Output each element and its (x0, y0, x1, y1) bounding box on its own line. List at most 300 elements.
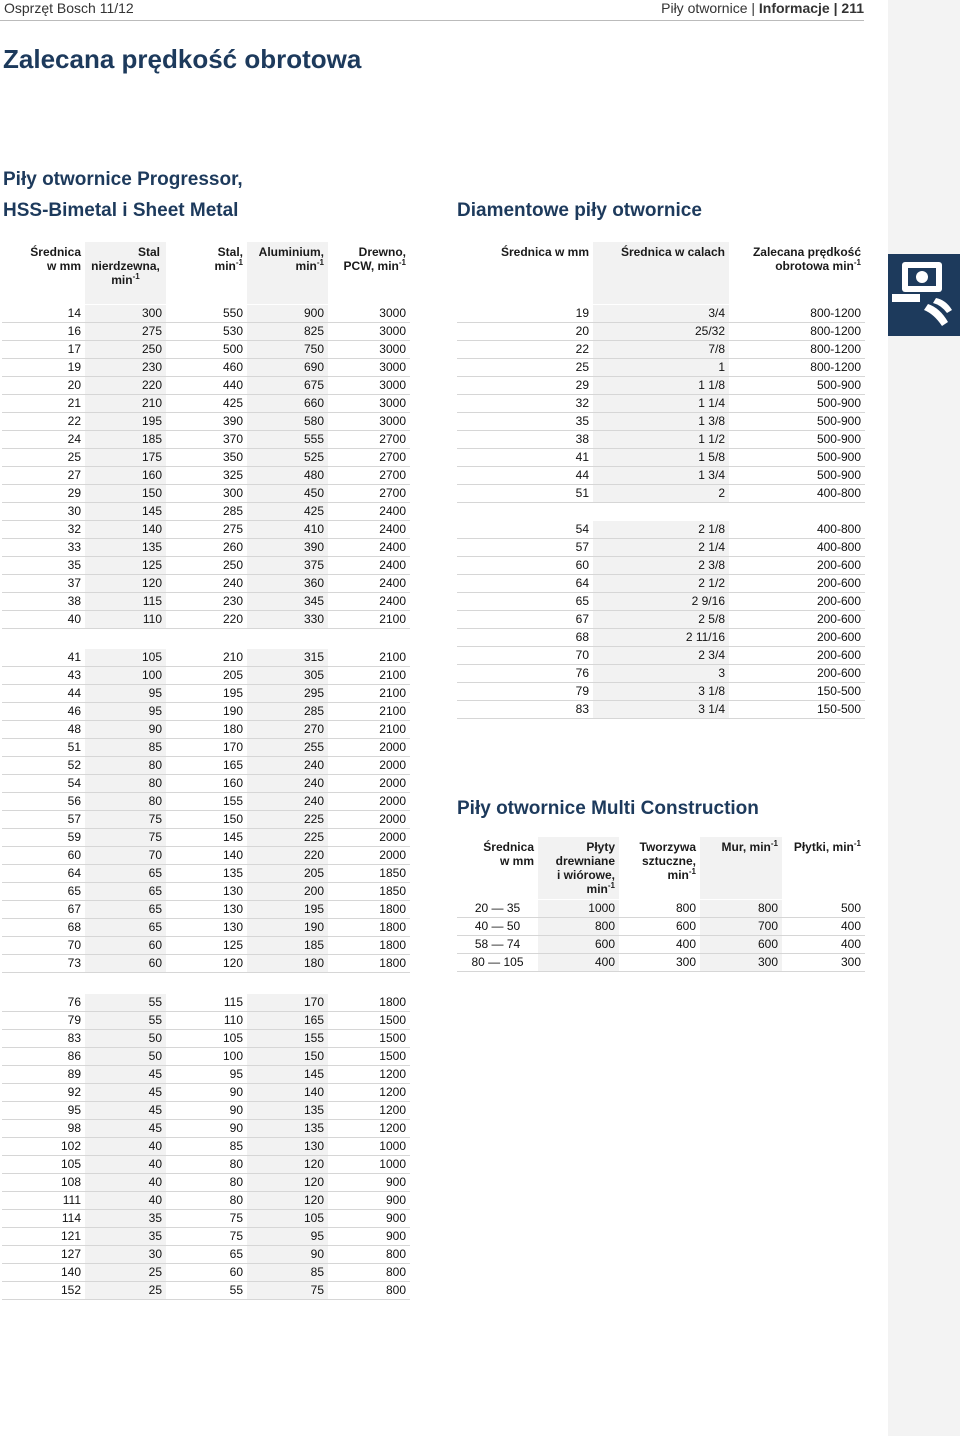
table-cell: 2000 (328, 793, 410, 811)
table-row (2, 341, 410, 359)
table-cell: 250 (85, 341, 166, 359)
table-cell: 114 (2, 1210, 85, 1228)
table-cell: 205 (247, 865, 328, 883)
table-cell: 190 (166, 703, 247, 721)
table-cell: 60 (457, 557, 593, 575)
table-cell: 2400 (328, 521, 410, 539)
table-row (457, 467, 865, 485)
table-cell: 65 (166, 1246, 247, 1264)
table-cell: 56 (2, 793, 85, 811)
table-cell: 90 (166, 1120, 247, 1138)
table-cell: 400 (619, 936, 700, 954)
table-cell: 58 — 74 (457, 936, 538, 954)
table-row (457, 575, 865, 593)
table-cell: 3000 (328, 305, 410, 323)
table-row (2, 521, 410, 539)
table-cell: 800 (328, 1246, 410, 1264)
table-cell: 2700 (328, 467, 410, 485)
table-cell: 200-600 (729, 647, 865, 665)
table-cell: 200-600 (729, 629, 865, 647)
table-row (457, 918, 865, 936)
table-row (2, 1264, 410, 1282)
col-line: PCW, min (343, 259, 399, 273)
table-cell: 2700 (328, 431, 410, 449)
table-cell: 230 (85, 359, 166, 377)
table-row (2, 575, 410, 593)
table-cell: 2 1/4 (593, 539, 729, 557)
multi-col-diameter (457, 837, 538, 899)
table-cell: 190 (247, 919, 328, 937)
table-cell: 300 (166, 485, 247, 503)
table-cell: 55 (85, 994, 166, 1012)
table-cell: 29 (2, 485, 85, 503)
table-cell: 900 (328, 1210, 410, 1228)
col-line: obrotowa min (775, 259, 854, 273)
table-cell: 95 (85, 685, 166, 703)
table-cell: 130 (247, 1138, 328, 1156)
table-cell: 275 (166, 521, 247, 539)
table-row (2, 721, 410, 739)
table-row (2, 1210, 410, 1228)
table-cell: 75 (166, 1228, 247, 1246)
table-cell: 900 (247, 305, 328, 323)
table-cell: 1800 (328, 901, 410, 919)
table-row (457, 647, 865, 665)
table-cell: 155 (166, 793, 247, 811)
table-row (2, 955, 410, 973)
table-cell: 54 (457, 521, 593, 539)
table-cell: 1500 (328, 1048, 410, 1066)
table-cell: 175 (85, 449, 166, 467)
table-cell: 85 (166, 1138, 247, 1156)
table-cell: 76 (2, 994, 85, 1012)
table-cell: 80 (85, 757, 166, 775)
table-cell: 1200 (328, 1102, 410, 1120)
table-cell: 200 (247, 883, 328, 901)
table-cell: 20 — 35 (457, 900, 538, 918)
table-row (457, 323, 865, 341)
table-cell: 35 (457, 413, 593, 431)
table-cell: 1850 (328, 883, 410, 901)
table-cell: 80 (166, 1174, 247, 1192)
table-cell: 75 (85, 829, 166, 847)
table-cell: 2400 (328, 557, 410, 575)
table-cell: 440 (166, 377, 247, 395)
table-cell: 38 (457, 431, 593, 449)
table-cell: 25 (2, 449, 85, 467)
table-cell: 120 (247, 1156, 328, 1174)
table-row (2, 467, 410, 485)
table-cell: 2400 (328, 575, 410, 593)
col-line: Tworzywa (639, 840, 696, 854)
multi-col-tiles (782, 837, 865, 899)
table-cell: 45 (85, 1102, 166, 1120)
table-cell: 67 (2, 901, 85, 919)
table-cell: 48 (2, 721, 85, 739)
table-row (457, 900, 865, 918)
table-cell: 45 (85, 1066, 166, 1084)
table-cell: 195 (166, 685, 247, 703)
table-cell: 140 (2, 1264, 85, 1282)
table-row (457, 936, 865, 954)
table-cell: 1800 (328, 994, 410, 1012)
table-cell: 102 (2, 1138, 85, 1156)
col-line: Płyty (586, 840, 615, 854)
table-cell: 210 (166, 649, 247, 667)
table-cell: 35 (2, 557, 85, 575)
table-cell: 180 (247, 955, 328, 973)
table-cell: 16 (2, 323, 85, 341)
table-cell: 330 (247, 611, 328, 629)
table-cell: 65 (85, 883, 166, 901)
table-row (457, 377, 865, 395)
side-strip (888, 0, 960, 1436)
table-cell: 2000 (328, 775, 410, 793)
table-cell: 300 (700, 954, 782, 972)
table-row (2, 1192, 410, 1210)
table-cell: 79 (2, 1012, 85, 1030)
table-row (2, 667, 410, 685)
table-cell: 60 (85, 937, 166, 955)
table-cell: 800-1200 (729, 323, 865, 341)
table-cell: 68 (2, 919, 85, 937)
table-cell: 140 (166, 847, 247, 865)
table-cell: 600 (700, 936, 782, 954)
table-cell: 60 (85, 955, 166, 973)
col-line: Aluminium, (258, 245, 324, 259)
table-cell: 70 (457, 647, 593, 665)
col-sup: -1 (688, 867, 696, 876)
diamond-table-1 (457, 305, 865, 503)
table-cell: 95 (85, 703, 166, 721)
table-row (457, 683, 865, 701)
table-cell: 1000 (328, 1156, 410, 1174)
table-cell: 55 (166, 1282, 247, 1300)
table-cell: 130 (166, 919, 247, 937)
table-cell: 40 — 50 (457, 918, 538, 936)
multi-col-plastic (619, 837, 700, 899)
table-cell: 2100 (328, 721, 410, 739)
table-cell: 480 (247, 467, 328, 485)
table-cell: 20 (2, 377, 85, 395)
table-cell: 125 (85, 557, 166, 575)
table-cell: 108 (2, 1174, 85, 1192)
table-cell: 1800 (328, 955, 410, 973)
table-cell: 120 (166, 955, 247, 973)
table-cell: 200-600 (729, 575, 865, 593)
table-row (2, 1246, 410, 1264)
progressor-header (2, 242, 410, 304)
multi-title: Piły otwornice Multi Construction (457, 798, 759, 819)
progressor-col-stainless (85, 242, 166, 304)
table-cell: 250 (166, 557, 247, 575)
table-cell: 2100 (328, 703, 410, 721)
table-cell: 1 3/8 (593, 413, 729, 431)
table-cell: 285 (166, 503, 247, 521)
table-cell: 225 (247, 829, 328, 847)
table-cell: 700 (700, 918, 782, 936)
table-cell: 67 (457, 611, 593, 629)
table-cell: 130 (166, 883, 247, 901)
table-cell: 98 (2, 1120, 85, 1138)
table-cell: 2000 (328, 847, 410, 865)
table-cell: 2400 (328, 503, 410, 521)
table-cell: 2 5/8 (593, 611, 729, 629)
table-cell: 390 (247, 539, 328, 557)
header-section: Piły otwornice | (661, 0, 759, 16)
table-cell: 150 (247, 1048, 328, 1066)
table-cell: 2000 (328, 811, 410, 829)
table-row (457, 341, 865, 359)
col-line: sztuczne, (641, 854, 696, 868)
progressor-col-wood (328, 242, 410, 304)
table-cell: 73 (2, 955, 85, 973)
table-row (2, 431, 410, 449)
diamond-col-speed (729, 242, 865, 304)
table-row (2, 1120, 410, 1138)
table-cell: 110 (85, 611, 166, 629)
table-cell: 180 (166, 721, 247, 739)
table-row (2, 557, 410, 575)
table-cell: 255 (247, 739, 328, 757)
table-cell: 83 (457, 701, 593, 719)
table-cell: 3000 (328, 413, 410, 431)
table-cell: 550 (166, 305, 247, 323)
col-line: nierdzewna, (91, 259, 160, 273)
table-cell: 800-1200 (729, 305, 865, 323)
table-row (2, 649, 410, 667)
table-row (457, 954, 865, 972)
table-row (457, 539, 865, 557)
table-cell: 3 1/8 (593, 683, 729, 701)
table-cell: 130 (166, 901, 247, 919)
table-cell: 270 (247, 721, 328, 739)
table-cell: 2 11/16 (593, 629, 729, 647)
table-row (2, 1228, 410, 1246)
table-cell: 390 (166, 413, 247, 431)
table-cell: 135 (166, 865, 247, 883)
col-line: Mur, min (721, 840, 771, 854)
table-cell: 2 1/8 (593, 521, 729, 539)
table-cell: 22 (2, 413, 85, 431)
table-cell: 75 (247, 1282, 328, 1300)
table-cell: 33 (2, 539, 85, 557)
table-row (2, 377, 410, 395)
table-cell: 90 (166, 1084, 247, 1102)
table-cell: 1 1/8 (593, 377, 729, 395)
table-cell: 160 (166, 775, 247, 793)
table-cell: 460 (166, 359, 247, 377)
table-cell: 2100 (328, 667, 410, 685)
table-cell: 170 (247, 994, 328, 1012)
table-cell: 2 (593, 485, 729, 503)
table-cell: 70 (85, 847, 166, 865)
table-row (457, 485, 865, 503)
table-cell: 90 (166, 1102, 247, 1120)
table-cell: 2700 (328, 485, 410, 503)
table-row (2, 1138, 410, 1156)
table-cell: 140 (85, 521, 166, 539)
table-cell: 65 (2, 883, 85, 901)
table-cell: 2000 (328, 829, 410, 847)
progressor-col-diameter (2, 242, 85, 304)
table-cell: 145 (247, 1066, 328, 1084)
table-cell: 530 (166, 323, 247, 341)
table-cell: 64 (2, 865, 85, 883)
table-cell: 1500 (328, 1030, 410, 1048)
table-cell: 44 (2, 685, 85, 703)
table-cell: 275 (85, 323, 166, 341)
table-cell: 135 (247, 1102, 328, 1120)
table-cell: 120 (247, 1192, 328, 1210)
table-row (2, 883, 410, 901)
table-row (2, 1156, 410, 1174)
diamond-header (457, 242, 865, 304)
col-line: Stal, (217, 245, 243, 259)
table-cell: 500-900 (729, 467, 865, 485)
table-cell: 220 (85, 377, 166, 395)
table-cell: 900 (328, 1228, 410, 1246)
table-cell: 305 (247, 667, 328, 685)
table-cell: 76 (457, 665, 593, 683)
table-cell: 525 (247, 449, 328, 467)
table-cell: 150-500 (729, 683, 865, 701)
table-row (2, 901, 410, 919)
table-cell: 40 (85, 1174, 166, 1192)
table-cell: 400-800 (729, 521, 865, 539)
progressor-title-line2: HSS-Bimetal i Sheet Metal (3, 200, 239, 221)
table-cell: 1 5/8 (593, 449, 729, 467)
table-row (2, 829, 410, 847)
table-row (2, 937, 410, 955)
table-cell: 350 (166, 449, 247, 467)
table-cell: 65 (85, 919, 166, 937)
table-cell: 90 (85, 721, 166, 739)
progressor-table-1 (2, 305, 410, 629)
col-line: Drewno, (358, 245, 406, 259)
table-cell: 19 (457, 305, 593, 323)
table-cell: 500-900 (729, 413, 865, 431)
table-cell: 580 (247, 413, 328, 431)
header-left: Osprzęt Bosch 11/12 (4, 0, 134, 16)
table-cell: 115 (85, 593, 166, 611)
progressor-title-line1: Piły otwornice Progressor, (3, 169, 243, 190)
table-cell: 135 (85, 539, 166, 557)
table-row (457, 629, 865, 647)
table-row (2, 919, 410, 937)
table-cell: 80 (166, 1156, 247, 1174)
table-cell: 800 (619, 900, 700, 918)
table-cell: 2 9/16 (593, 593, 729, 611)
table-cell: 35 (85, 1210, 166, 1228)
table-cell: 1850 (328, 865, 410, 883)
table-cell: 800 (700, 900, 782, 918)
table-cell: 40 (85, 1138, 166, 1156)
table-cell: 51 (2, 739, 85, 757)
col-sup: -1 (235, 258, 243, 267)
table-row (2, 413, 410, 431)
table-cell: 45 (85, 1120, 166, 1138)
table-cell: 1000 (538, 900, 619, 918)
table-row (2, 323, 410, 341)
table-cell: 360 (247, 575, 328, 593)
table-cell: 400-800 (729, 539, 865, 557)
table-cell: 400 (782, 936, 865, 954)
table-row (457, 449, 865, 467)
table-cell: 500-900 (729, 377, 865, 395)
table-cell: 220 (247, 847, 328, 865)
table-cell: 7/8 (593, 341, 729, 359)
table-row (457, 611, 865, 629)
table-cell: 95 (247, 1228, 328, 1246)
table-cell: 170 (166, 739, 247, 757)
table-cell: 65 (85, 901, 166, 919)
table-cell: 500 (166, 341, 247, 359)
table-row (2, 539, 410, 557)
table-cell: 50 (85, 1030, 166, 1048)
table-cell: 240 (247, 793, 328, 811)
table-cell: 3 1/4 (593, 701, 729, 719)
col-line: Stal (137, 245, 160, 259)
table-cell: 345 (247, 593, 328, 611)
table-cell: 160 (85, 467, 166, 485)
table-cell: 260 (166, 539, 247, 557)
table-cell: 30 (2, 503, 85, 521)
table-cell: 68 (457, 629, 593, 647)
table-row (2, 1282, 410, 1300)
col-sup: -1 (853, 839, 861, 848)
table-cell: 80 (85, 793, 166, 811)
table-cell: 600 (619, 918, 700, 936)
running-header (0, 0, 960, 18)
table-cell: 100 (166, 1048, 247, 1066)
table-cell: 90 (247, 1246, 328, 1264)
table-cell: 85 (247, 1264, 328, 1282)
table-row (2, 757, 410, 775)
table-cell: 555 (247, 431, 328, 449)
table-cell: 105 (85, 649, 166, 667)
table-cell: 111 (2, 1192, 85, 1210)
table-cell: 220 (166, 611, 247, 629)
table-cell: 500-900 (729, 431, 865, 449)
table-cell: 240 (166, 575, 247, 593)
table-cell: 85 (85, 739, 166, 757)
table-cell: 110 (166, 1012, 247, 1030)
table-cell: 200-600 (729, 665, 865, 683)
table-cell: 400 (782, 918, 865, 936)
table-cell: 127 (2, 1246, 85, 1264)
table-cell: 21 (2, 395, 85, 413)
table-cell: 300 (619, 954, 700, 972)
multi-table (457, 900, 865, 972)
diamond-table-2 (457, 521, 865, 719)
table-cell: 3000 (328, 323, 410, 341)
table-cell: 1200 (328, 1084, 410, 1102)
table-cell: 65 (85, 865, 166, 883)
table-cell: 40 (85, 1192, 166, 1210)
col-line: Średnica (30, 245, 81, 259)
table-cell: 120 (247, 1174, 328, 1192)
table-cell: 325 (166, 467, 247, 485)
table-cell: 285 (247, 703, 328, 721)
diamond-title: Diamentowe piły otwornice (457, 200, 702, 221)
multi-col-masonry (700, 837, 782, 899)
table-cell: 3000 (328, 359, 410, 377)
table-cell: 89 (2, 1066, 85, 1084)
progressor-table-3 (2, 994, 410, 1300)
table-row (2, 611, 410, 629)
table-cell: 295 (247, 685, 328, 703)
